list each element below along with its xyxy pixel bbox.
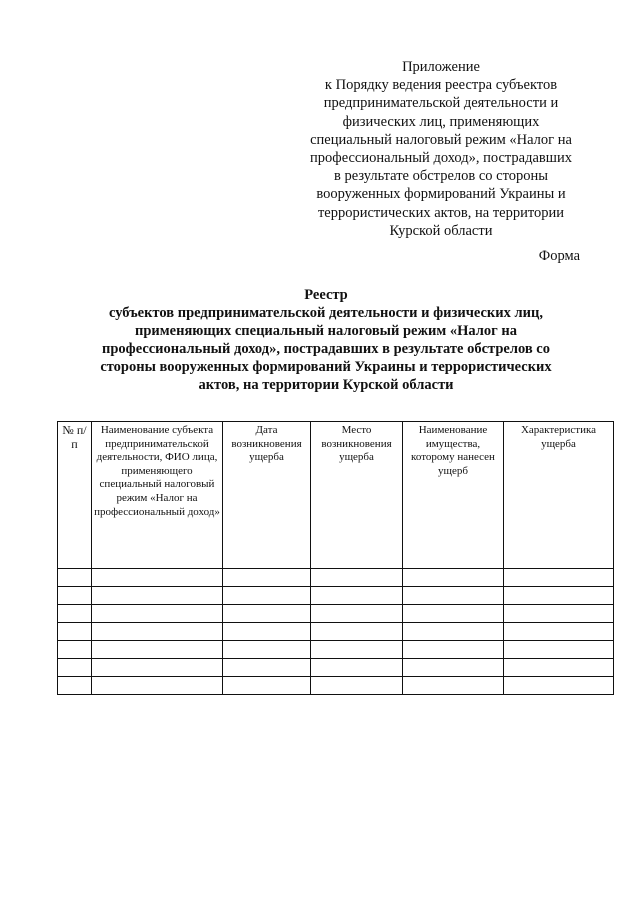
table-cell — [92, 569, 223, 587]
table-cell — [504, 569, 614, 587]
table-row — [58, 677, 614, 695]
table-cell — [403, 641, 504, 659]
table-cell — [223, 659, 311, 677]
table-body — [58, 569, 614, 695]
registry-table — [57, 421, 614, 695]
table-cell — [504, 641, 614, 659]
table-cell — [403, 659, 504, 677]
table-cell — [403, 605, 504, 623]
table-cell — [403, 587, 504, 605]
table-cell — [58, 677, 92, 695]
table-cell — [58, 623, 92, 641]
table-cell — [92, 677, 223, 695]
appendix-line: Курской области — [389, 222, 493, 239]
form-label: Форма — [538, 248, 580, 264]
table-cell — [58, 641, 92, 659]
header-subject-name: Наименование субъекта предпринимательской деятельности, ФИО лица, применяющего специальный налоговый режим «Налог на профессиональный доход» — [92, 422, 223, 569]
table-header-row — [58, 422, 614, 569]
appendix-line: физических лиц, применяющих — [342, 113, 540, 130]
title-heading: Реестр — [304, 287, 348, 303]
table-row — [58, 605, 614, 623]
table-row — [58, 569, 614, 587]
table-cell — [311, 641, 403, 659]
appendix-line: к Порядку ведения реестра субъектов — [324, 77, 558, 94]
table-cell — [92, 659, 223, 677]
table-cell — [311, 677, 403, 695]
table-cell — [504, 587, 614, 605]
title-line: профессиональный доход», пострадавших в результате обстрелов со — [102, 341, 550, 357]
table-cell — [92, 587, 223, 605]
table-cell — [58, 569, 92, 587]
table-cell — [403, 623, 504, 641]
table-cell — [403, 569, 504, 587]
table-cell — [223, 641, 311, 659]
appendix-line: Приложение — [402, 59, 480, 75]
header-damage-description: Характеристика ущерба — [504, 422, 614, 569]
table-cell — [311, 587, 403, 605]
document-title — [60, 286, 592, 394]
appendix-line: вооруженных формирований Украины и — [316, 186, 566, 203]
table-cell — [311, 605, 403, 623]
appendix-line: предпринимательской деятельности и — [323, 95, 559, 112]
table-cell — [403, 677, 504, 695]
appendix-line: террористических актов, на территории — [317, 204, 565, 221]
appendix-line: в результате обстрелов со стороны — [333, 168, 548, 185]
appendix-line: специальный налоговый режим «Налог на — [310, 131, 572, 148]
table-cell — [504, 677, 614, 695]
header-damage-place: Место возникновения ущерба — [311, 422, 403, 569]
table-row — [58, 641, 614, 659]
table-cell — [223, 587, 311, 605]
table-cell — [58, 605, 92, 623]
table-cell — [92, 623, 223, 641]
table-cell — [504, 605, 614, 623]
table-cell — [223, 677, 311, 695]
table-cell — [92, 605, 223, 623]
table-cell — [58, 587, 92, 605]
table-cell — [92, 641, 223, 659]
table-cell — [311, 569, 403, 587]
table-row — [58, 623, 614, 641]
title-line: стороны вооруженных формирований Украины и террористических — [100, 359, 552, 375]
header-damage-date: Дата возникновения ущерба — [223, 422, 311, 569]
title-line: актов, на территории Курской области — [198, 377, 454, 393]
table-cell — [311, 659, 403, 677]
table-cell — [58, 659, 92, 677]
table-cell — [504, 623, 614, 641]
table-cell — [223, 623, 311, 641]
table-row — [58, 587, 614, 605]
title-line: применяющих специальный налоговый режим «Налог на — [135, 323, 517, 339]
appendix-header — [296, 58, 586, 240]
header-number: № п/п — [58, 422, 92, 569]
table-cell — [223, 605, 311, 623]
header-property-name: Наименование имущества, которому нанесен ущерб — [403, 422, 504, 569]
table-cell — [504, 659, 614, 677]
table-cell — [223, 569, 311, 587]
appendix-line: профессиональный доход», пострадавших — [310, 150, 572, 167]
title-line: субъектов предпринимательской деятельности и физических лиц, — [109, 305, 543, 321]
table-cell — [311, 623, 403, 641]
table-row — [58, 659, 614, 677]
